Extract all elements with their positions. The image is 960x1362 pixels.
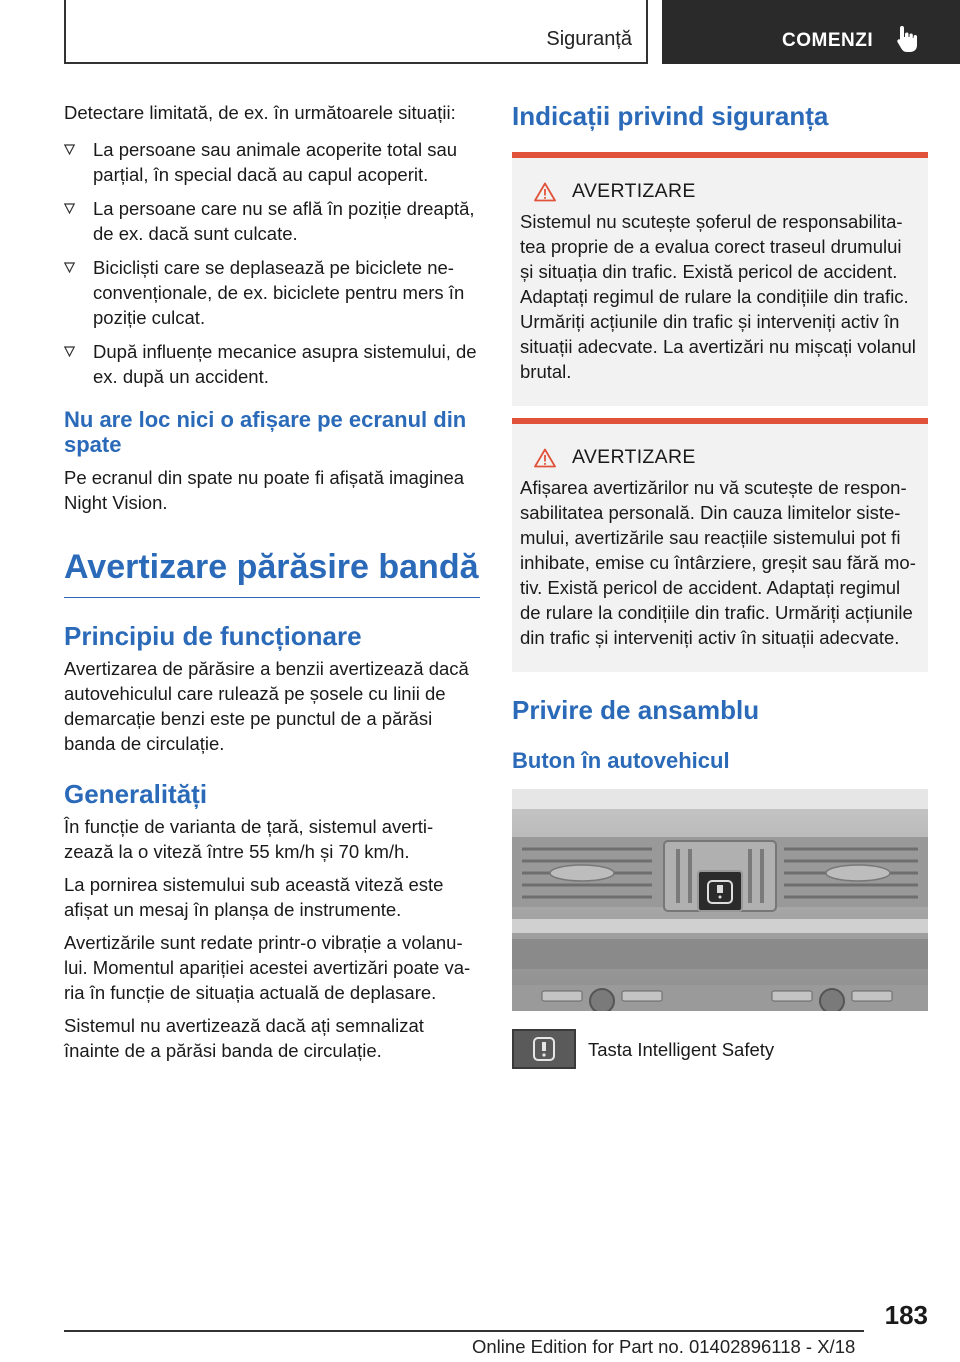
warning-title: AVERTIZARE [572,180,696,202]
list-item-text: La persoane care nu se află în poziție dreaptă, de ex. dacă sunt culcate. [93,198,475,244]
warning-box [512,152,928,406]
lane-departure-heading: Avertizare părăsire bandă [64,545,480,598]
list-item [64,339,480,389]
list-item-text: La persoane sau animale acoperite total sau parțial, în special dacă au capul acoperit. [93,139,458,185]
triangle-bullet-icon [64,346,75,357]
header-section-box [64,0,648,64]
header-section-title: Siguranță [546,28,632,50]
page-number: 183 [884,1300,928,1330]
header-tab-commands[interactable] [662,0,960,64]
list-item [64,137,480,187]
general-paragraph: La pornirea sistemului sub această viteză este afișat un mesaj în planșa de instrumente. [64,874,444,920]
no-rear-display-heading: Nu are loc nici o afișare pe ecranul din spate [64,407,467,457]
overview-heading: Privire de ansamblu [512,695,760,725]
list-item-text: Bicicliști care se deplasează pe biciclete ne-convenționale, de ex. biciclete pentru mers în poziție culcat. [93,257,465,328]
principle-heading: Principiu de funcționare [64,621,362,651]
warning-header [520,446,920,469]
warning-title: AVERTIZARE [572,446,696,468]
principle-text: Avertizarea de părăsire a benzii avertizează dacă autovehiculul care rulează pe șosele cu linii de demarcație benzi este pe punctul de a părăsi banda de circulație. [64,658,469,754]
key-legend [512,1029,928,1069]
dashboard-vent-photo [512,789,928,1011]
limited-detection-intro: Detectare limitată, de ex. în următoarele situații: [64,102,456,123]
list-item [64,196,480,246]
footer-divider [64,1330,864,1332]
list-item-text: După influențe mecanice asupra sistemului, de ex. după un accident. [93,341,477,387]
general-heading: Generalități [64,779,208,809]
warning-triangle-icon [534,182,556,202]
warning-text: Afișarea avertizărilor nu vă scutește de respon-sabilitatea personală. Din cauza limitelor siste-mului, avertizările sau reacțiile sistemului pot fi inhibate, emise cu întârziere, greșit sau fără mo-tiv. Există pericol de accident. Adaptați regimul de rulare la condițiile din trafic. Urmăriți acțiunile din trafic și interveniți activ în situații adecvate. [520,477,916,648]
warning-box [512,418,928,672]
general-paragraph: Avertizările sunt redate printr-o vibrație a volanu-lui. Momentul apariției acestei avertizări poate va-ria în funcție de situația actuală de deplasare. [64,932,471,1003]
warning-header [520,180,920,203]
triangle-bullet-icon [64,262,75,273]
pointing-hand-icon [896,24,920,54]
limited-detection-list [64,137,480,389]
header-tab-label: COMENZI [782,30,874,51]
triangle-bullet-icon [64,203,75,214]
right-column [512,100,928,1069]
list-item [64,255,480,330]
safety-heading: Indicații privind siguranța [512,101,829,131]
triangle-bullet-icon [64,144,75,155]
general-paragraph: În funcție de varianta de țară, sistemul averti-zează la o viteză între 55 km/h și 70 km/h. [64,816,434,862]
footer-edition: Online Edition for Part no. 01402896118 - X/18 [472,1336,856,1357]
left-column [64,100,480,1063]
warning-triangle-icon [534,448,556,468]
intelligent-safety-key-icon [512,1029,576,1069]
no-rear-display-text: Pe ecranul din spate nu poate fi afișată imaginea Night Vision. [64,467,465,513]
warning-text: Sistemul nu scutește șoferul de responsabilita-tea proprie de a evalua corect traseul drumului și situația din trafic. Există pericol de accident. Adaptați regimul de rulare la condițiile din trafic. Urmăriți acțiunile din trafic și interveniți activ în situații adecvate. La avertizări nu mișcați volanul brutal. [520,211,916,382]
button-in-vehicle-heading: Buton în autovehicul [512,748,730,773]
general-paragraph: Sistemul nu avertizează dacă ați semnalizat înainte de a părăsi banda de circulație. [64,1015,424,1061]
key-caption: Tasta Intelligent Safety [588,1039,775,1060]
